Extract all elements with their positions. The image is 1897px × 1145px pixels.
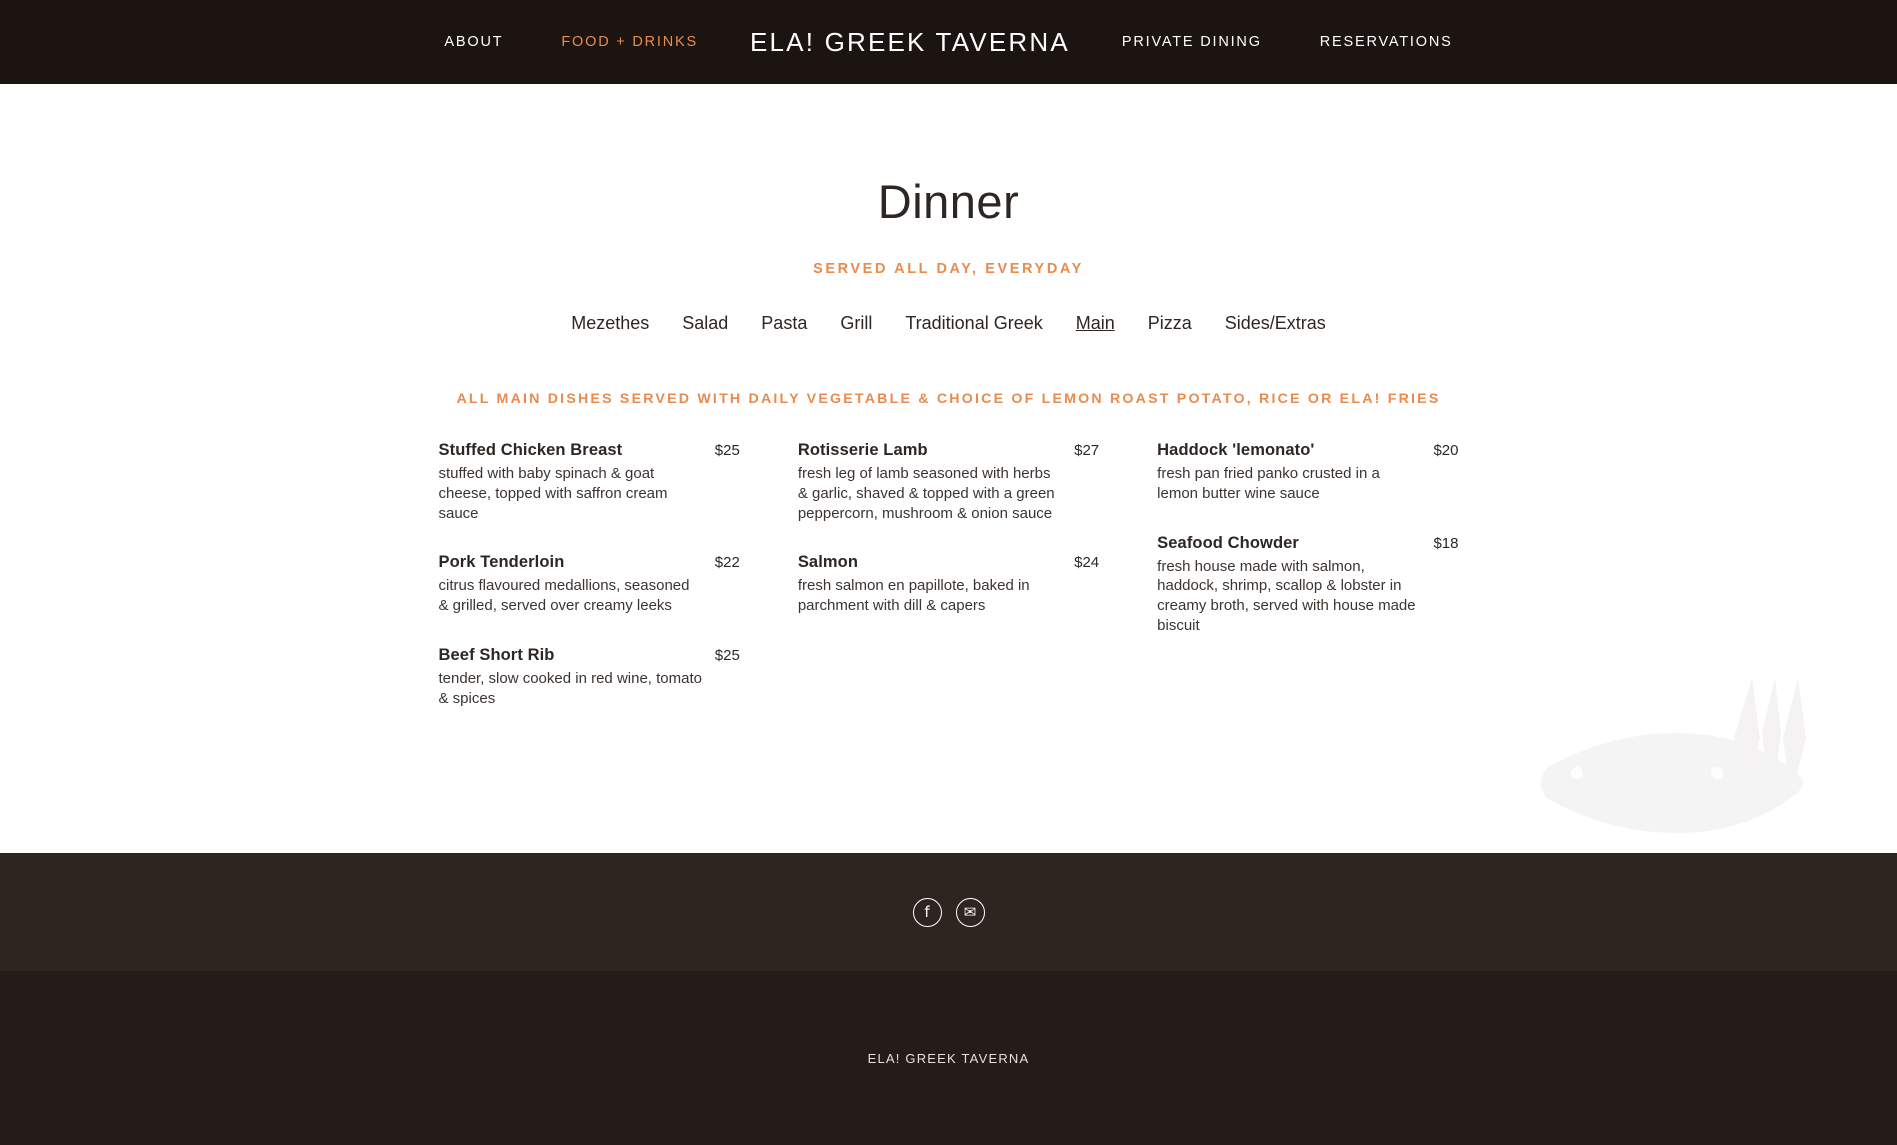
menu-item bbox=[439, 553, 740, 616]
footer-social-bar bbox=[0, 853, 1897, 971]
menu-item-header bbox=[798, 553, 1099, 572]
menu-column-2 bbox=[798, 441, 1099, 739]
tab-main[interactable]: Main bbox=[1075, 313, 1115, 333]
nav-link-food-drinks[interactable]: FOOD + DRINKS bbox=[561, 34, 698, 50]
tab-mezethes[interactable]: Mezethes bbox=[571, 313, 650, 333]
site-brand-title[interactable]: ELA! GREEK TAVERNA bbox=[749, 26, 1070, 57]
menu-item-description: fresh pan fried panko crusted in a lemon butter wine sauce bbox=[1157, 465, 1380, 502]
footer-copyright: ELA! GREEK TAVERNA bbox=[867, 1050, 1030, 1066]
nav-links-left bbox=[444, 34, 698, 50]
menu-item bbox=[439, 441, 740, 523]
menu-item-description: fresh salmon en papillote, baked in parchment with dill & capers bbox=[797, 577, 1030, 615]
menu-items-grid bbox=[439, 441, 1459, 739]
nav-link-reservations[interactable]: RESERVATIONS bbox=[1319, 34, 1453, 50]
menu-item-header bbox=[439, 646, 740, 665]
tab-salad[interactable]: Salad bbox=[682, 313, 729, 333]
menu-item-header bbox=[798, 441, 1099, 460]
menu-item bbox=[1157, 534, 1458, 636]
menu-item-price: $25 bbox=[714, 646, 740, 664]
top-navigation-bar bbox=[0, 0, 1897, 84]
facebook-icon[interactable]: f bbox=[913, 898, 942, 927]
nav-links-right bbox=[1122, 34, 1453, 50]
tab-pizza[interactable]: Pizza bbox=[1147, 313, 1192, 333]
menu-section-note: ALL MAIN DISHES SERVED WITH DAILY VEGETABLE & CHOICE OF LEMON ROAST POTATO, RICE OR ELA! FRIES bbox=[456, 391, 1441, 407]
menu-item-name: Salmon bbox=[797, 553, 859, 572]
page-title: Dinner bbox=[877, 175, 1020, 228]
menu-item bbox=[439, 646, 740, 709]
menu-item-header bbox=[439, 553, 740, 572]
menu-item-name: Pork Tenderloin bbox=[438, 553, 565, 572]
page-subtitle: SERVED ALL DAY, EVERYDAY bbox=[813, 261, 1084, 277]
twitter-icon[interactable]: ✉ bbox=[956, 898, 985, 927]
menu-item-price: $22 bbox=[714, 554, 740, 572]
menu-item-price: $20 bbox=[1433, 442, 1459, 459]
menu-item bbox=[1157, 441, 1458, 504]
menu-column-3 bbox=[1157, 441, 1458, 739]
menu-column-1 bbox=[439, 441, 740, 739]
nav-link-about[interactable]: ABOUT bbox=[444, 34, 504, 50]
menu-item bbox=[798, 441, 1099, 523]
menu-item-name: Rotisserie Lamb bbox=[797, 441, 928, 459]
menu-item-price: $25 bbox=[714, 442, 740, 459]
menu-page bbox=[0, 84, 1897, 853]
menu-section-tabs bbox=[0, 313, 1897, 334]
menu-item-price: $27 bbox=[1074, 442, 1100, 459]
menu-item-price: $24 bbox=[1074, 554, 1100, 572]
menu-item bbox=[798, 553, 1099, 616]
menu-item-name: Beef Short Rib bbox=[438, 645, 555, 664]
sirved-watermark-text: sirved bbox=[1625, 713, 1859, 815]
menu-item-header bbox=[439, 441, 740, 460]
menu-item-header bbox=[1157, 534, 1458, 553]
menu-item-description: stuffed with baby spinach & goat cheese, topped with saffron cream sauce bbox=[438, 465, 668, 522]
nav-link-private-dining[interactable]: PRIVATE DINING bbox=[1121, 34, 1262, 50]
menu-item-price: $18 bbox=[1433, 534, 1459, 552]
menu-item-description: citrus flavoured medallions, seasoned & grilled, served over creamy leeks bbox=[438, 577, 690, 615]
menu-item-description: tender, slow cooked in red wine, tomato & spices bbox=[438, 669, 702, 707]
menu-item-name: Seafood Chowder bbox=[1157, 533, 1299, 552]
tab-pasta[interactable]: Pasta bbox=[761, 313, 808, 333]
menu-item-description: fresh leg of lamb seasoned with herbs & garlic, shaved & topped with a green peppercorn, mushroom & onion sauce bbox=[797, 465, 1055, 522]
tab-traditional-greek[interactable]: Traditional Greek bbox=[905, 313, 1043, 333]
tab-grill[interactable]: Grill bbox=[840, 313, 873, 333]
menu-item-name: Stuffed Chicken Breast bbox=[438, 441, 623, 459]
menu-item-name: Haddock 'lemonato' bbox=[1157, 441, 1315, 459]
menu-item-header bbox=[1157, 441, 1458, 460]
footer-bottom-bar bbox=[0, 971, 1897, 1145]
tab-sides-extras[interactable]: Sides/Extras bbox=[1224, 313, 1326, 333]
menu-item-description: fresh house made with salmon, haddock, shrimp, scallop & lobster in creamy broth, served with house made biscuit bbox=[1157, 557, 1416, 634]
